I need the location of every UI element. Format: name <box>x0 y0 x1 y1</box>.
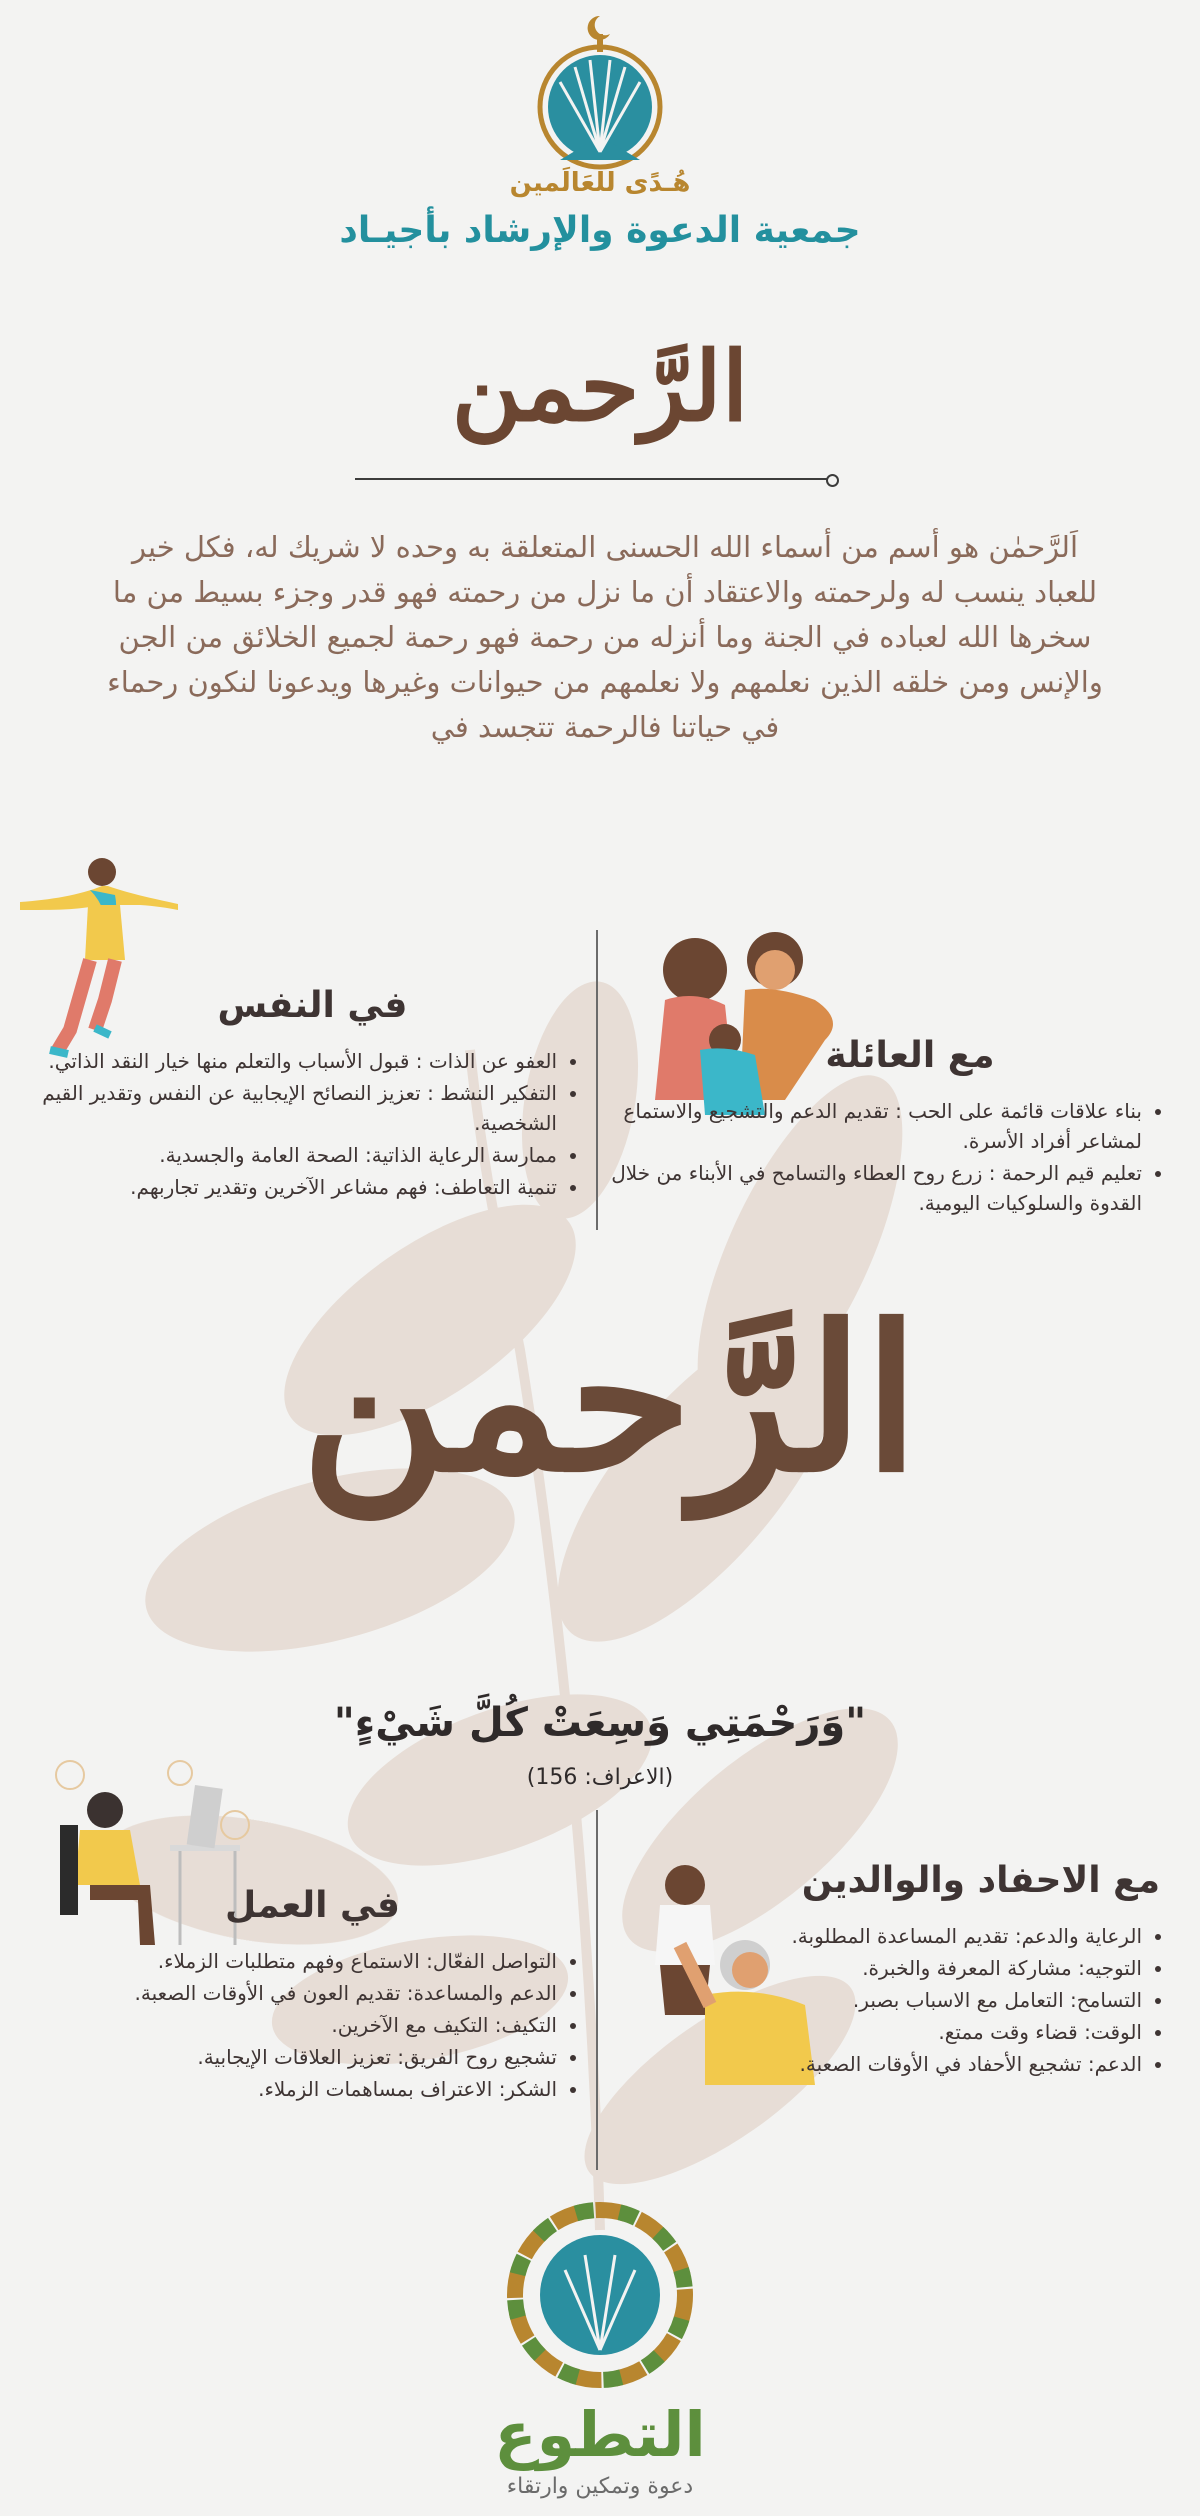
section-work <box>40 1885 585 2106</box>
quran-verse: "وَرَحْمَتِي وَسِعَتْ كُلَّ شَيْءٍ" <box>333 1700 867 1746</box>
org-logo-icon <box>520 12 680 172</box>
page-title: الرَّحمن <box>451 330 749 443</box>
section-grandparents <box>615 1860 1170 2081</box>
org-name: جمعية الدعوة والإرشاد بأجيـاد <box>339 210 861 251</box>
logo-tagline: هُـدًى للعَالَمين <box>509 168 691 198</box>
section-self <box>40 985 585 1204</box>
list-item: • التفكير النشط : تعزيز النصائح الإيجابية عن النفس وتقدير القيم الشخصية. <box>40 1078 557 1138</box>
list-item: • ممارسة الرعاية الذاتية: الصحة العامة والجسدية. <box>40 1140 557 1170</box>
section-divider-bottom <box>596 1810 598 2170</box>
list-item: • تشجيع روح الفريق: تعزيز العلاقات الإيجابية. <box>40 2042 557 2072</box>
volunteer-slogan: دعوة وتمكين وارتقاء <box>506 2474 694 2499</box>
section-title: مع العائلة <box>825 1035 995 1076</box>
list-item: • الدعم والمساعدة: تقديم العون في الأوقات الصعبة. <box>40 1978 557 2008</box>
volunteer-logo-icon <box>495 2190 705 2400</box>
title-divider <box>355 478 830 480</box>
intro-paragraph: اَلرَّحمٰن هو أسم من أسماء الله الحسنى المتعلقة به وحده لا شريك له، فكل خير للعباد ينسب له ولرحمته والاعتقاد أن ما نزل من رحمته فهو قدر وجزء بسيط من ما سخرها الله لعباده في الجنة وما أنزله من رحمة فهو رحمة لجميع الخلائق من الجن والإنس ومن خلقه الذين نعلمهم ولا نعلمهم من حيوانات وغيرها ويدعونا لنكون رحماء في حياتنا فالرحمة تتجسد في <box>107 530 1103 744</box>
list-item: • الرعاية والدعم: تقديم المساعدة المطلوبة. <box>615 1921 1142 1951</box>
list-item: • الشكر: الاعتراف بمساهمات الزملاء. <box>40 2074 557 2104</box>
central-calligraphy: الرَّحمن <box>300 1282 920 1517</box>
volunteer-brand: التطوع <box>494 2398 706 2471</box>
list-item: • تعليم قيم الرحمة : زرع روح العطاء والتسامح في الأبناء من خلال القدوة والسلوكيات اليومية. <box>610 1158 1142 1218</box>
section-list <box>40 1046 585 1202</box>
title-divider-dot <box>826 474 839 487</box>
list-item: • الوقت: قضاء وقت ممتع. <box>615 2017 1142 2047</box>
list-item: • العفو عن الذات : قبول الأسباب والتعلم منها خيار النقد الذاتي. <box>40 1046 557 1076</box>
list-item: • التواصل الفعّال: الاستماع وفهم متطلبات الزملاء. <box>40 1946 557 1976</box>
section-title: في العمل <box>225 1885 400 1926</box>
list-item: • تنمية التعاطف: فهم مشاعر الآخرين وتقدير تجاربهم. <box>40 1172 557 1202</box>
section-list <box>40 1946 585 2104</box>
section-list <box>610 1096 1170 1218</box>
list-item: • التكيف: التكيف مع الآخرين. <box>40 2010 557 2040</box>
section-divider-top <box>596 930 598 1230</box>
list-item: • التوجيه: مشاركة المعرفة والخبرة. <box>615 1953 1142 1983</box>
list-item: • التسامح: التعامل مع الاسباب بصبر. <box>615 1985 1142 2015</box>
section-family <box>610 1035 1170 1220</box>
verse-reference: (الاعراف: 156) <box>526 1765 674 1790</box>
section-list <box>615 1921 1170 2079</box>
list-item: • الدعم: تشجيع الأحفاد في الأوقات الصعبة. <box>615 2049 1142 2079</box>
list-item: • بناء علاقات قائمة على الحب : تقديم الدعم والتشجيع والاستماع لمشاعر أفراد الأسرة. <box>610 1096 1142 1156</box>
section-title: في النفس <box>217 985 408 1026</box>
section-title: مع الاحفاد والوالدين <box>801 1860 1160 1901</box>
